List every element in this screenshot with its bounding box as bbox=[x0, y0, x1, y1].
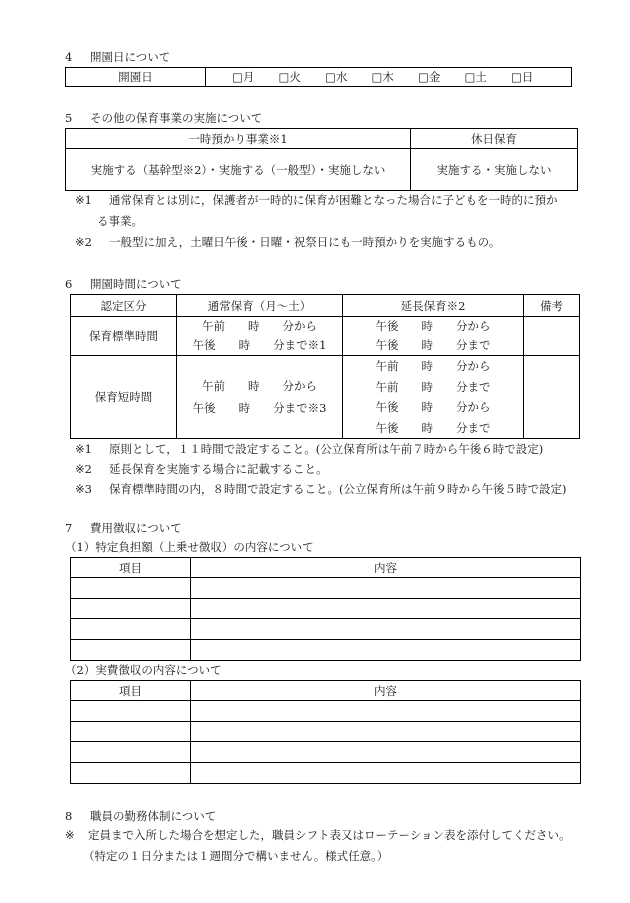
category-cell: 保育短時間 bbox=[71, 356, 177, 439]
day-label: 日 bbox=[521, 70, 534, 84]
time-line: 午前 時 分から bbox=[202, 379, 317, 393]
note-text: 保育標準時間の内，８時間で設定すること。(公立保育所は午前９時から午後５時で設定) bbox=[109, 482, 567, 496]
note-text: 延長保育を実施する場合に記載すること。 bbox=[109, 462, 328, 476]
section-4-heading bbox=[65, 50, 170, 64]
note-mark: ※3 bbox=[75, 482, 92, 496]
table-row bbox=[66, 149, 578, 191]
table-row bbox=[71, 619, 581, 640]
section-title: 開園時間について bbox=[90, 277, 182, 291]
note-mark: ※2 bbox=[75, 462, 92, 476]
time-line: 午後 時 分から bbox=[375, 400, 491, 414]
extended-hours-cell bbox=[343, 317, 524, 356]
time-line: 午前 時 分まで bbox=[375, 379, 491, 394]
section-6-notes bbox=[75, 439, 566, 499]
header-item: 項目 bbox=[71, 681, 191, 701]
subsection-title-actual-costs: （2）実費徴収の内容について bbox=[65, 663, 222, 677]
note-text: 原則として，１１時間で設定すること。(公立保育所は午前７時から午後６時で設定) bbox=[109, 442, 544, 456]
note-mark: ※ bbox=[65, 828, 75, 842]
day-label: 水 bbox=[335, 70, 348, 84]
note-1-continuation: る事業。 bbox=[97, 214, 143, 228]
time-line: 午後 時 分まで※1 bbox=[192, 338, 327, 352]
time-line: 午後 時 分まで bbox=[375, 420, 491, 435]
table-header-row bbox=[66, 129, 578, 149]
section-title: 費用徴収について bbox=[90, 521, 182, 535]
note-text: 定員まで入所した場合を想定した，職員シフト表又はローテーション表を添付してください。 bbox=[88, 828, 571, 842]
actual-costs-table bbox=[70, 680, 581, 784]
checkbox[interactable]: □ bbox=[464, 70, 476, 84]
time-line: 午後 時 分まで bbox=[375, 338, 491, 352]
note-3 bbox=[75, 479, 566, 499]
table-row-short-hours bbox=[71, 356, 580, 439]
item-cell[interactable] bbox=[71, 640, 191, 661]
content-cell[interactable] bbox=[191, 742, 581, 763]
note-text: 通常保育とは別に，保護者が一時的に保育が困難となった場合に子どもを一時的に預か bbox=[109, 193, 558, 207]
item-cell[interactable] bbox=[71, 763, 191, 784]
day-label: 土 bbox=[475, 70, 487, 84]
item-cell[interactable] bbox=[71, 722, 191, 742]
holiday-care-options: 実施する・実施しない bbox=[411, 149, 578, 191]
day-label: 月 bbox=[242, 70, 255, 84]
table-row bbox=[71, 763, 581, 784]
day-label: 金 bbox=[428, 70, 441, 84]
table-row-standard-hours bbox=[71, 317, 580, 356]
section-number: 4 bbox=[65, 50, 73, 64]
table-row bbox=[71, 599, 581, 619]
checkbox[interactable]: □ bbox=[511, 70, 522, 84]
section-number: 6 bbox=[65, 277, 73, 291]
remarks-cell[interactable] bbox=[524, 356, 580, 439]
header-content: 内容 bbox=[191, 681, 581, 701]
extended-hours-cell bbox=[343, 356, 524, 439]
table-header-row bbox=[71, 681, 581, 701]
item-cell[interactable] bbox=[71, 599, 191, 619]
note-2 bbox=[75, 459, 566, 479]
regular-hours-cell bbox=[177, 356, 343, 439]
day-option-friday[interactable] bbox=[418, 68, 465, 86]
section-5-heading bbox=[65, 111, 262, 125]
day-option-saturday[interactable] bbox=[465, 68, 512, 86]
day-option-sunday[interactable] bbox=[511, 68, 558, 86]
item-cell[interactable] bbox=[71, 742, 191, 763]
temporary-care-options: 実施する（基幹型※2）・実施する（一般型）・実施しない bbox=[66, 149, 411, 191]
day-label: 火 bbox=[289, 70, 301, 84]
opening-days-table bbox=[65, 67, 572, 87]
table-row bbox=[71, 640, 581, 661]
header-holiday-care: 休日保育 bbox=[411, 129, 578, 149]
content-cell[interactable] bbox=[191, 640, 581, 661]
section-8-heading bbox=[65, 809, 216, 823]
time-line: 午前 時 分から bbox=[202, 319, 317, 333]
note-1 bbox=[75, 439, 566, 459]
specific-fees-table bbox=[70, 557, 581, 661]
header-temporary-care: 一時預かり事業※1 bbox=[66, 129, 411, 149]
item-cell[interactable] bbox=[71, 619, 191, 640]
header-remarks: 備考 bbox=[524, 295, 580, 317]
opening-hours-table bbox=[70, 294, 580, 439]
checkbox[interactable]: □ bbox=[418, 70, 429, 84]
day-option-tuesday[interactable] bbox=[279, 68, 326, 86]
checkbox[interactable]: □ bbox=[371, 70, 383, 84]
day-option-monday[interactable] bbox=[232, 68, 279, 86]
day-label: 木 bbox=[382, 70, 394, 84]
section-title: 職員の勤務体制について bbox=[90, 809, 217, 823]
table-row bbox=[71, 742, 581, 763]
remarks-cell[interactable] bbox=[524, 317, 580, 356]
note-continuation: （特定の１日分または１週間分で構いません。様式任意。） bbox=[83, 849, 389, 863]
section-6-heading bbox=[65, 277, 182, 291]
table-header-row bbox=[71, 558, 581, 578]
table-row bbox=[71, 578, 581, 599]
header-category: 認定区分 bbox=[71, 295, 177, 317]
note-mark: ※2 bbox=[75, 235, 92, 249]
regular-hours-cell bbox=[177, 317, 343, 356]
content-cell[interactable] bbox=[191, 763, 581, 784]
note-1 bbox=[75, 190, 558, 211]
note-mark: ※1 bbox=[75, 193, 92, 207]
section-title: その他の保育事業の実施について bbox=[90, 111, 263, 125]
section-number: 7 bbox=[65, 521, 73, 535]
section-number: 5 bbox=[65, 111, 73, 125]
subsection-title-specific-fees: （1）特定負担額（上乗せ徴収）の内容について bbox=[65, 540, 314, 554]
header-content: 内容 bbox=[191, 558, 581, 578]
note-mark: ※1 bbox=[75, 442, 92, 456]
section-5-notes bbox=[75, 190, 558, 253]
table-row bbox=[71, 722, 581, 742]
time-line: 午前 時 分から bbox=[375, 359, 491, 373]
checkbox[interactable]: □ bbox=[232, 70, 243, 84]
header-extended-care: 延長保育※2 bbox=[343, 295, 524, 317]
table-header-row bbox=[71, 295, 580, 317]
note-line bbox=[65, 825, 571, 846]
header-regular-care: 通常保育（月～土） bbox=[177, 295, 343, 317]
day-option-thursday[interactable] bbox=[372, 68, 419, 86]
day-checkbox-group bbox=[206, 68, 558, 86]
item-cell[interactable] bbox=[71, 578, 191, 599]
table-row bbox=[71, 701, 581, 722]
section-title: 開園日について bbox=[90, 50, 171, 64]
note-text: 一般型に加え，土曜日午後・日曜・祝祭日にも一時預かりを実施するもの。 bbox=[109, 235, 501, 249]
opening-days-label: 開園日 bbox=[66, 68, 206, 86]
header-item: 項目 bbox=[71, 558, 191, 578]
category-cell: 保育標準時間 bbox=[71, 317, 177, 356]
content-cell[interactable] bbox=[191, 578, 581, 599]
time-line: 午後 時 分から bbox=[375, 319, 491, 333]
time-line: 午後 時 分まで※3 bbox=[192, 401, 327, 415]
other-services-table bbox=[65, 128, 578, 191]
note-2 bbox=[75, 232, 558, 253]
checkbox[interactable]: □ bbox=[325, 70, 336, 84]
checkbox[interactable]: □ bbox=[278, 70, 290, 84]
section-8-note bbox=[65, 825, 571, 867]
item-cell[interactable] bbox=[71, 701, 191, 722]
content-cell[interactable] bbox=[191, 722, 581, 742]
content-cell[interactable] bbox=[191, 701, 581, 722]
section-number: 8 bbox=[65, 809, 73, 823]
day-option-wednesday[interactable] bbox=[325, 68, 372, 86]
section-7-heading bbox=[65, 521, 182, 535]
content-cell[interactable] bbox=[191, 619, 581, 640]
content-cell[interactable] bbox=[191, 599, 581, 619]
